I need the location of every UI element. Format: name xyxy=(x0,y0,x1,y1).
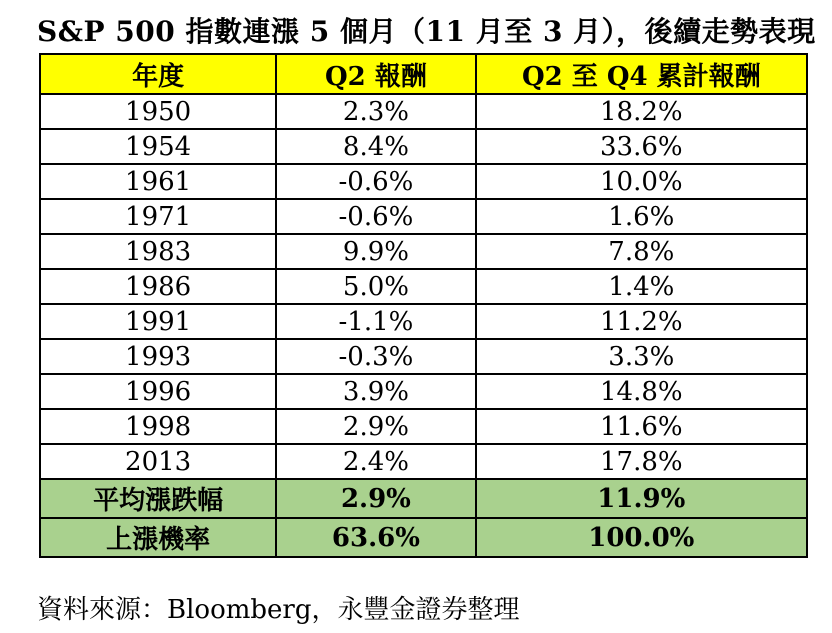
year-cell: 1983 xyxy=(40,234,276,269)
header-row xyxy=(40,54,807,94)
header-year: 年度 xyxy=(40,54,276,94)
q2-return-cell: 2.9% xyxy=(276,479,475,518)
table-row xyxy=(40,374,807,409)
cumulative-return-cell: 3.3% xyxy=(476,339,807,374)
year-cell: 1961 xyxy=(40,164,276,199)
cumulative-return-cell: 1.6% xyxy=(476,199,807,234)
cumulative-return-cell: 17.8% xyxy=(476,444,807,479)
q2-return-cell: 5.0% xyxy=(276,269,475,304)
header-q2-return: Q2 報酬 xyxy=(276,54,475,94)
cumulative-return-cell: 7.8% xyxy=(476,234,807,269)
cumulative-return-cell: 14.8% xyxy=(476,374,807,409)
cumulative-return-cell: 11.2% xyxy=(476,304,807,339)
table-row xyxy=(40,269,807,304)
summary-label-cell: 平均漲跌幅 xyxy=(40,479,276,518)
q2-return-cell: 8.4% xyxy=(276,129,475,164)
cumulative-return-cell: 10.0% xyxy=(476,164,807,199)
q2-return-cell: 63.6% xyxy=(276,518,475,557)
table-row xyxy=(40,409,807,444)
table-row xyxy=(40,234,807,269)
q2-return-cell: 2.9% xyxy=(276,409,475,444)
table-row xyxy=(40,94,807,129)
year-cell: 1996 xyxy=(40,374,276,409)
q2-return-cell: -1.1% xyxy=(276,304,475,339)
summary-row xyxy=(40,518,807,557)
year-cell: 1998 xyxy=(40,409,276,444)
cumulative-return-cell: 11.9% xyxy=(476,479,807,518)
table-row xyxy=(40,164,807,199)
year-cell: 2013 xyxy=(40,444,276,479)
table-row xyxy=(40,339,807,374)
source-note: 資料來源：Bloomberg，永豐金證券整理 xyxy=(37,595,520,625)
year-cell: 1993 xyxy=(40,339,276,374)
year-cell: 1991 xyxy=(40,304,276,339)
table-row xyxy=(40,129,807,164)
returns-table xyxy=(39,53,808,558)
header-cumulative-return: Q2 至 Q4 累計報酬 xyxy=(476,54,807,94)
year-cell: 1950 xyxy=(40,94,276,129)
summary-row xyxy=(40,479,807,518)
q2-return-cell: -0.6% xyxy=(276,164,475,199)
cumulative-return-cell: 33.6% xyxy=(476,129,807,164)
page-title: S&P 500 指數連漲 5 個月（11 月至 3 月），後續走勢表現 xyxy=(37,15,816,48)
cumulative-return-cell: 1.4% xyxy=(476,269,807,304)
q2-return-cell: 2.3% xyxy=(276,94,475,129)
table-row xyxy=(40,199,807,234)
year-cell: 1971 xyxy=(40,199,276,234)
cumulative-return-cell: 18.2% xyxy=(476,94,807,129)
q2-return-cell: -0.3% xyxy=(276,339,475,374)
year-cell: 1954 xyxy=(40,129,276,164)
table-row xyxy=(40,304,807,339)
cumulative-return-cell: 100.0% xyxy=(476,518,807,557)
year-cell: 1986 xyxy=(40,269,276,304)
q2-return-cell: 3.9% xyxy=(276,374,475,409)
summary-label-cell: 上漲機率 xyxy=(40,518,276,557)
q2-return-cell: -0.6% xyxy=(276,199,475,234)
cumulative-return-cell: 11.6% xyxy=(476,409,807,444)
q2-return-cell: 9.9% xyxy=(276,234,475,269)
table-row xyxy=(40,444,807,479)
q2-return-cell: 2.4% xyxy=(276,444,475,479)
